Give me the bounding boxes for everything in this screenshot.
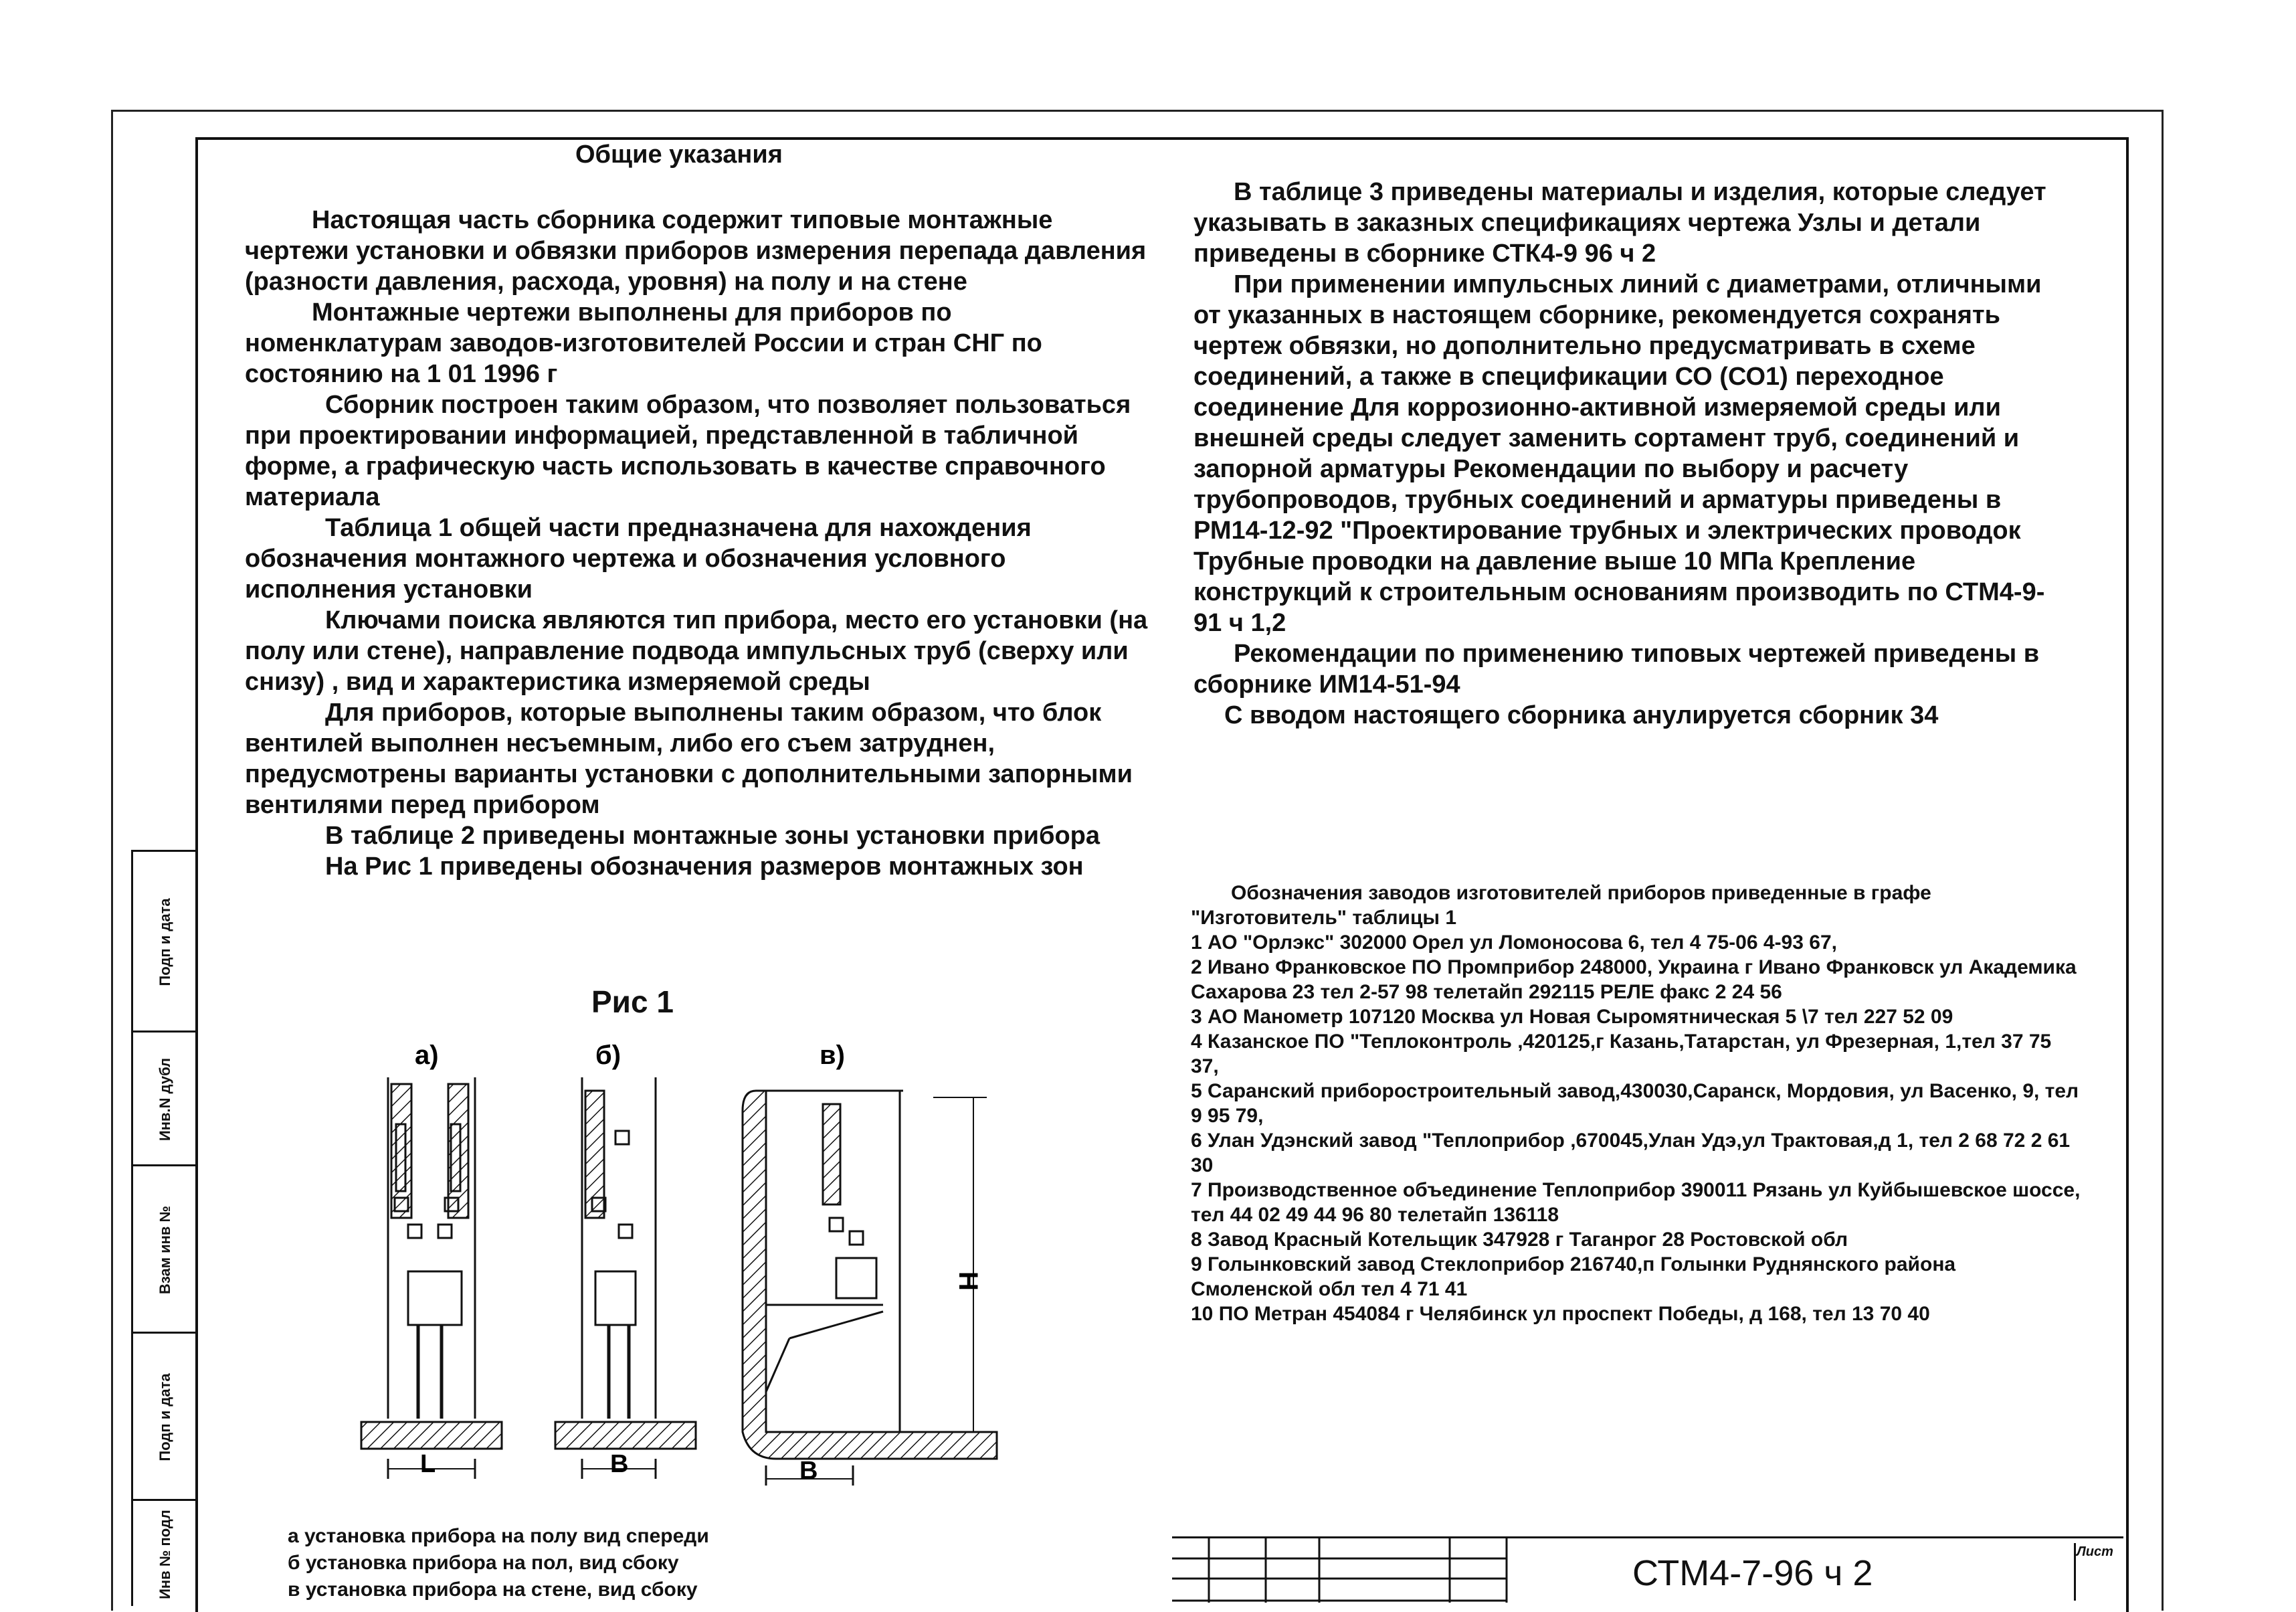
paragraph: Ключами поиска являются тип прибора, место его установки (на полу или стене), направление подвода импульсных труб (сверху или снизу) , вид и характеристика измеряемой среды — [245, 606, 1148, 696]
sheet-label: Лист — [2077, 1544, 2113, 1559]
paragraph: Настоящая часть сборника содержит типовые монтажные чертежи установки и обвязки приборов измерения перепада давления (разности давления, расхода, уровня) на полу и на стене — [245, 206, 1147, 296]
list-item: 8 Завод Красный Котельщик 347928 г Таганрог 28 Ростовской обл — [1191, 1229, 1848, 1251]
side-cell — [133, 850, 197, 1033]
list-item: 4 Казанское ПО "Теплоконтроль ,420125,г Казань,Татарстан, ул Фрезерная, 1,тел 37 75 37, — [1191, 1031, 2052, 1077]
legend-item: а установка прибора на полу вид спереди — [288, 1525, 709, 1547]
side-cell — [133, 1499, 197, 1608]
dimension-label-L: L — [420, 1450, 436, 1478]
paragraph: Рекомендации по применению типовых чертежей приведены в сборнике ИМ14-51-94 — [1193, 640, 2040, 699]
side-stamp — [131, 850, 197, 1606]
paragraph: На Рис 1 приведены обозначения размеров монтажных зон — [325, 853, 1084, 881]
paragraph: Сборник построен таким образом, что позволяет пользоваться при проектировании информацией, представленной в табличной форме, а графическую часть использовать в качестве справочного материала — [245, 391, 1131, 511]
figure-title: Рис 1 — [591, 984, 674, 1019]
dimension-label-H: H — [953, 1271, 983, 1291]
list-item: 7 Производственное объединение Теплоприбор 390011 Рязань ул Куйбышевское шоссе, тел 44 02 49 44 96 80 телетайп 136118 — [1191, 1179, 2081, 1226]
page-title: Общие указания — [575, 141, 783, 169]
dimension-label-B: B — [610, 1450, 629, 1478]
manufacturers-heading: Обозначения заводов изготовителей приборов приведенные в графе "Изготовитель" таблицы 1 — [1191, 882, 1931, 929]
paragraph: Для приборов, которые выполнены таким образом, что блок вентилей выполнен несъемным, либо его съем затруднен, предусмотрены варианты установки с дополнительными запорными вентилями перед прибором — [245, 699, 1133, 819]
side-cell — [133, 1332, 197, 1501]
side-label: Подп и дата — [157, 898, 173, 986]
side-label: Взам инв № — [157, 1205, 173, 1295]
dimension-label-B-wall: B — [799, 1457, 818, 1485]
manufacturers-list — [1191, 881, 2081, 1326]
side-label: Инв № подл — [157, 1510, 173, 1599]
side-label: Инв.N дубл — [157, 1057, 173, 1142]
side-cell — [133, 1031, 197, 1166]
right-text-column — [1193, 177, 2063, 731]
paragraph: В таблице 3 приведены материалы и изделия, которые следует указывать в заказных спецификациях чертежа Узлы и детали приведены в сборнике СТК4-9 96 ч 2 — [1193, 178, 2046, 268]
side-label: Подп и дата — [157, 1373, 173, 1461]
paragraph: С вводом настоящего сборника анулируется сборник 34 — [1224, 701, 1939, 729]
list-item: 9 Голынковский завод Стеклоприбор 216740,п Голынки Руднянского района Смоленской обл тел 4 71 41 — [1191, 1253, 1956, 1300]
figure-label-b: б) — [595, 1041, 621, 1070]
legend-item: в установка прибора на стене, вид сбоку — [288, 1579, 698, 1601]
legend-item: б установка прибора на пол, вид сбоку — [288, 1552, 679, 1574]
list-item: 2 Ивано Франковское ПО Промприбор 248000, Украина г Ивано Франковск ул Академика Сахарова 23 тел 2-57 98 телетайп 292115 РЕЛЕ факс 2 24 56 — [1191, 956, 2077, 1003]
drawing-b — [555, 1077, 696, 1479]
list-item: 5 Саранский приборостроительный завод,430030,Саранск, Мордовия, ул Васенко, 9, тел 9 95 79, — [1191, 1080, 2079, 1127]
mounting-zones-figure — [321, 1017, 1070, 1526]
paragraph: Таблица 1 общей части предназначена для нахождения обозначения монтажного чертежа и обозначения условного исполнения установки — [245, 514, 1032, 604]
paragraph: При применении импульсных линий с диаметрами, отличными от указанных в настоящем сборнике, рекомендуется сохранять чертеж обвязки, но дополнительно предусматривать в схеме соединений, а также в спецификации СО (СО1) переходное соединение Для коррозионно-активной измеряемой среды или внешней среды следует заменить сортамент труб, соединений и запорной арматуры Рекомендации по выбору и расчету трубопроводов, трубных соединений и арматуры приведены в РМ14-12-92 "Проектирование трубных и электрических проводок Трубные проводки на давление выше 10 МПа Крепление конструкций к строительным основаниям производить по СТМ4-9-91 ч 1,2 — [1193, 270, 2045, 637]
paragraph: Монтажные чертежи выполнены для приборов по номенклатурам заводов-изготовителей России и стран СНГ по состоянию на 1 01 1996 г — [245, 298, 1042, 388]
list-item: 1 АО "Орлэкс" 302000 Орел ул Ломоносова 6, тел 4 75-06 4-93 67, — [1191, 931, 1837, 954]
document-code: СТМ4-7-96 ч 2 — [1632, 1553, 1873, 1593]
list-item: 6 Улан Удэнский завод "Теплоприбор ,670045,Улан Удэ,ул Трактовая,д 1, тел 2 68 72 2 61 30 — [1191, 1130, 2071, 1176]
figure-label-a: а) — [415, 1041, 439, 1070]
paragraph: В таблице 2 приведены монтажные зоны установки прибора — [325, 822, 1100, 850]
list-item: 10 ПО Метран 454084 г Челябинск ул проспект Победы, д 168, тел 13 70 40 — [1191, 1303, 1930, 1325]
left-text-column — [245, 205, 1155, 882]
figure-legend — [288, 1523, 709, 1603]
list-item: 3 АО Манометр 107120 Москва ул Новая Сыромятническая 5 \7 тел 227 52 09 — [1191, 1006, 1953, 1028]
drawing-a — [361, 1077, 502, 1479]
figure-label-v: в) — [820, 1041, 845, 1070]
side-cell — [133, 1164, 197, 1334]
